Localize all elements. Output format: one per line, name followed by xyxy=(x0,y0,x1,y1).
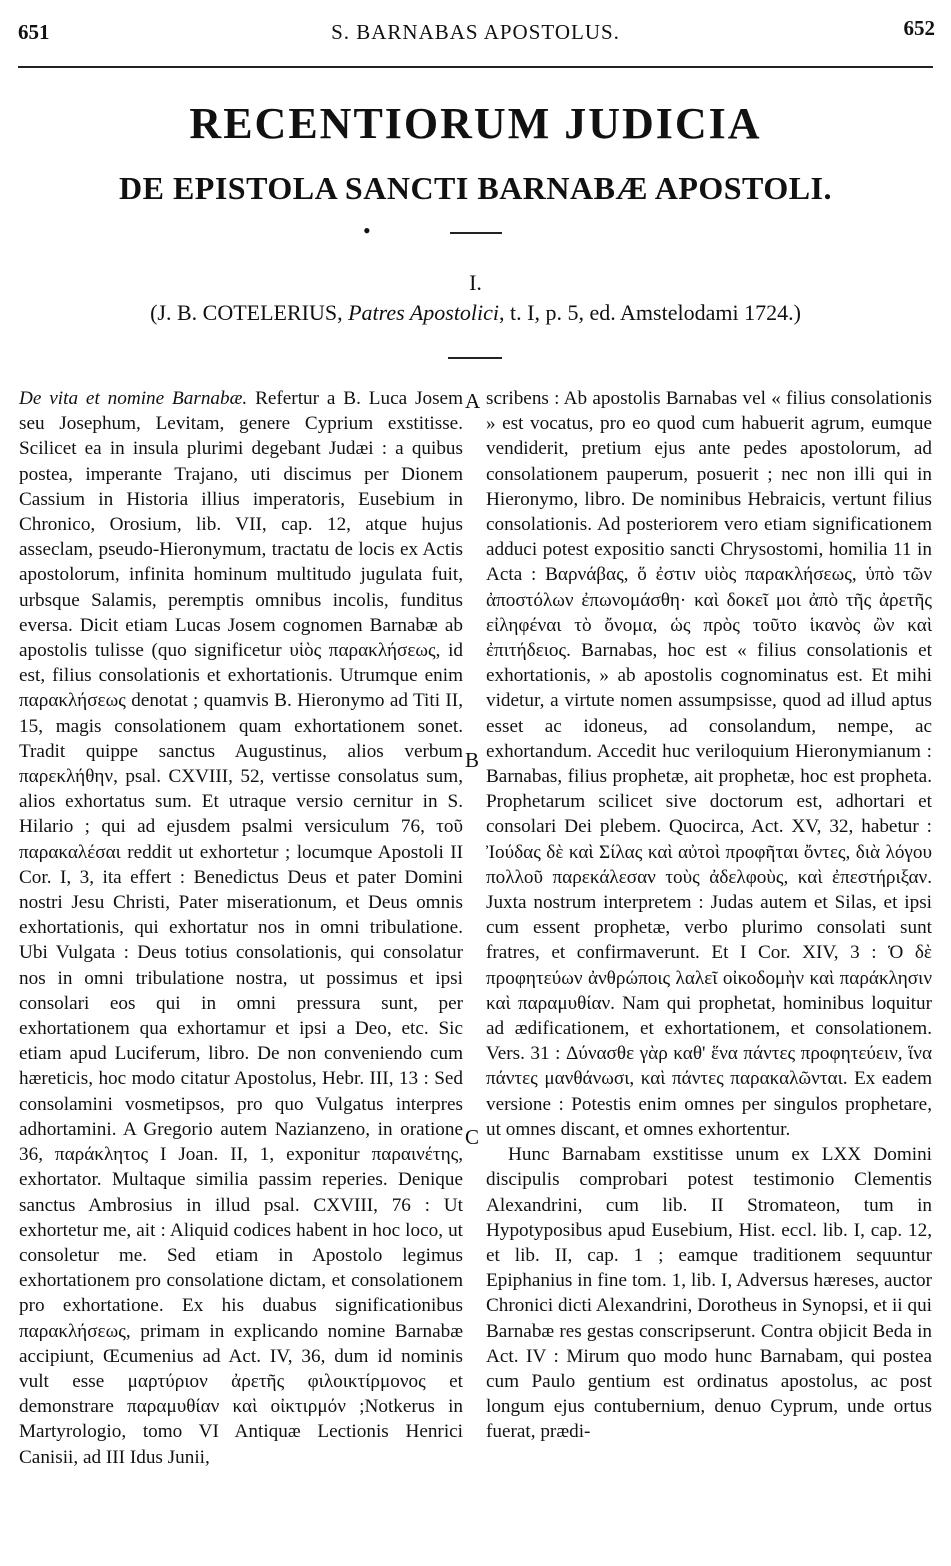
running-title: S. BARNABAS APOSTOLUS. xyxy=(331,20,620,44)
right-paragraph-1: scribens : Ab apostolis Barnabas vel « filius consolationis » est vocatus, pro eo quod cum habuerit agrum, eumque vendiderit, pretium ejus ante pedes apostolorum, ad consolationem pauperum, posuerit ; nec non illi qui in Hieronymo, libro. De nominibus Hebraicis, vertunt filius consolationis. Ad posteriorem vero etiam significationem adduci potest expositio sancti Chrysostomi, homilia 11 in Acta : Βαρνάβας, ὅ ἐστιν υἱὸς παρακλήσεως, ὑπὸ τῶν ἀποστόλων ἐπωνομάσθη· καὶ δοκεῖ μοι ἀπὸ τῆς ἀρετῆς εἰληφέναι τὸ ὄνομα, ὡς πρὸς τοῦτο ἱκανὸς ὢν καὶ ἐπιτήδειος. Barnabas, hoc est « filius consolationis et exhortationis, » ab apostolis cognominatus est. Et mihi videtur, a virtute nomen assumpsisse, quod ad illud aptus esset ac idoneus, ad consolandum, nempe, ac exhortandum. Accedit huc veriloquium Hieronymianum : Barnabas, filius prophetæ, ait prophetæ, hoc est propheta. Prophetarum scilicet sive doctorum est, adhortari et consolari Dei plebem. Quocirca, Act. XV, 32, habetur : Ἰούδας δὲ καὶ Σίλας καὶ αὐτοὶ προφῆται ὄντες, διὰ λόγου πολλοῦ παρεκάλεσαν τοὺς ἀδελφοὺς, καὶ ἐπεστήριξαν. Juxta nostrum interpretem : Judas autem et Silas, et ipsi cum essent prophetæ, verbo plurimo consolati sunt fratres, et confirmaverunt. Et I Cor. XIV, 3 : Ὁ δὲ προφητεύων ἀνθρώποις λαλεῖ οἰκοδομὴν καὶ παράκλησιν καὶ παραμυθίαν. Nam qui prophetat, hominibus loquitur ad ædificationem, et exhortationem, et consolationem. Vers. 31 : Δύνασθε γὰρ καθ' ἕνα πάντες προφητεύειν, ἵνα πάντες μανθάνωσι, καὶ πάντες παρακαλῶνται. Ex eadem versione : Potestis enim omnes per singulos prophetare, ut omnes discant, et omnes exhortentur. xyxy=(486,388,932,1140)
page-number-right: 652 xyxy=(903,16,935,40)
sub-title: DE EPISTOLA SANCTI BARNABÆ APOSTOLI. xyxy=(118,170,832,206)
right-paragraph-2: Hunc Barnabam exstitisse unum ex LXX Domini discipulis comprobari potest testimonio Clementis Alexandrini, cum lib. II Stromateon, tum in Hypotyposibus apud Eusebium, Hist. eccl. lib. I, cap. 12, et lib. II, cap. 1 ; eamque traditionem sequuntur Epiphanius in fine tom. 1, lib. I, Adversus hæreses, auctor Chronici dicti Alexandrini, Dorotheus in Synopsi, et ii qui Barnabæ res gestas conscripserunt. Contra objicit Beda in Act. IV : Mirum quo modo hunc Barnabam, qui postea cum Paulo gentium est ordinatus apostolus, ac post longum ejus contubernium, denuo Cyprum, unde ortus fuerat, prædi- xyxy=(486,1144,932,1443)
main-title: RECENTIORUM JUDICIA xyxy=(189,99,762,148)
running-header xyxy=(0,18,951,50)
section-separator xyxy=(448,357,502,359)
section-ref-title: Patres Apostolici xyxy=(348,300,500,325)
margin-marker-b: B xyxy=(465,748,480,772)
page-number-left: 651 xyxy=(18,20,50,44)
section-ref-pre: (J. B. COTELERIUS, xyxy=(150,300,349,325)
left-column xyxy=(19,386,463,1470)
title-separator xyxy=(450,232,502,234)
left-column-lead: De vita et nomine Barnabæ. xyxy=(19,388,248,409)
section-reference xyxy=(0,300,951,326)
header-rule xyxy=(18,66,933,68)
right-column xyxy=(486,386,932,1445)
left-column-body: Refertur a B. Luca Josem seu Josephum, Levitam, genere Cyprium exstitisse. Scilicet ea in insula plurimi degebant Judæi : a quibus postea, imperante Trajano, uti discimus per Dionem Cassium in Historia illius imperatoris, Eusebium in Chronico, Orosium, lib. VII, cap. 12, atque hujus asseclam, pseudo-Hieronymum, tractatu de locis ex Actis apostolorum, infinita hominum multitudo jugulata fuit, urbsque Salamis, peremptis omnibus incolis, funditus eversa. Dicit etiam Lucas Josem cognomen Barnabæ ab apostolis tulisse (quo significetur υἱὸς παρακλήσεως, id est, filius consolationis et exhortationis. Utrumque enim παρακλήσεως denotat ; quamvis B. Hieronymo ad Titi II, 15, magis consolationem quam exhortationem sonet. Tradit quippe sanctus Augustinus, alios verbum παρεκλήθην, psal. CXVIII, 52, vertisse consolatus sum, alios exhortatus sum. Et utraque versio cernitur in S. Hilario ; qui ad ejusdem psalmi versiculum 76, τοῦ παρακαλέσαι reddit ut exhortetur ; locumque Apostoli II Cor. I, 3, ita effert : Benedictus Deus et pater Domini nostri Jesu Christi, Pater miserationum, et Deus omnis exhortationis, qui exhortatur nos in omni tribulatione. Ubi Vulgata : Deus totius consolationis, qui consolatur nos in omni tribulatione nostra, ut possimus et ipsi consolari eos qui in omni pressura sunt, per exhortationem qua exhortamur et ipsi a Deo, etc. Sic etiam apud Luciferum, libro. De non conveniendo cum hæreticis, hoc modo citatur Apostolus, Hebr. III, 13 : Sed consolamini vosmetipsos, pro quo Vulgatus interpres adhortamini. A Gregorio autem Nazianzeno, in oratione 36, παράκλητος I Joan. II, 1, exponitur παραινέτης, exhortator. Multaque similia passim reperies. Denique sanctus Ambrosius in illud psal. CXVIII, 76 : Ut exhortetur me, ait : Aliquid codices habent in hoc loco, ut consoletur me. Sed etiam in Apostolo legimus exhortationem pro consolatione dictam, et consolationem pro exhortatione. Ex his duabus significationibus παρακλήσεως, primam in explicando nomine Barnabæ accipiunt, Œcumenius ad Act. IV, 36, dum id nominis vult esse μαρτύριον ἀρετῆς φιλοικτίρμονος et demonstrare παραμυθίαν καὶ οἰκτιρμόν ;Notkerus in Martyrologio, tomo VI Antiquæ Lectionis Henrici Canisii, ad III Idus Junii, xyxy=(19,388,463,1468)
section-number: I. xyxy=(469,270,482,295)
section-ref-post: , t. I, p. 5, ed. Amstelodami 1724.) xyxy=(499,300,801,325)
margin-marker-a: A xyxy=(465,389,481,413)
margin-marker-c: C xyxy=(465,1125,480,1149)
ornament-dot: • xyxy=(363,218,371,243)
